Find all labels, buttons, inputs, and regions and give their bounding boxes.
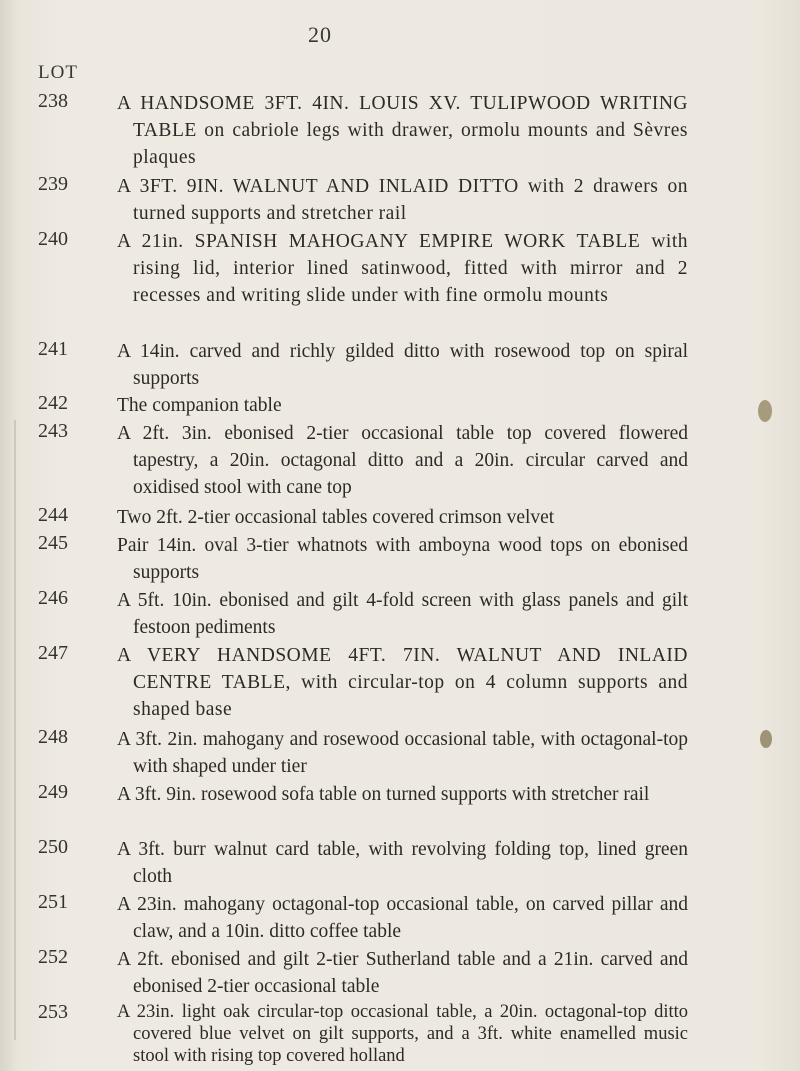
lot-description: Pair 14in. oval 3-tier whatnots with amboyna wood tops on ebonised supports: [117, 535, 688, 583]
lot-number: 238: [38, 90, 68, 112]
page-number: 20: [308, 22, 332, 47]
lot-description: A 3ft. burr walnut card table, with revolving folding top, lined green cloth: [117, 839, 688, 887]
paper-stain: [760, 730, 772, 748]
lot-number: 249: [38, 781, 68, 803]
binding-edge: [14, 420, 16, 1040]
lot-number: 252: [38, 946, 68, 968]
lot-description: A 3ft. 9in. rosewood sofa table on turned supports with stretcher rail: [117, 784, 650, 805]
lot-number: 248: [38, 726, 68, 748]
lot-number: 250: [38, 836, 68, 858]
lot-number: 247: [38, 642, 68, 664]
lot-number: 239: [38, 173, 68, 195]
lot-number: 253: [38, 1001, 68, 1023]
lot-description: A 23in. mahogany octagonal-top occasional table, on carved pillar and claw, and a 10in. ditto coffee table: [117, 894, 688, 942]
lot-description: A 2ft. ebonised and gilt 2-tier Sutherland table and a 21in. carved and ebonised 2-tier occasional table: [117, 949, 688, 997]
lot-number: 241: [38, 338, 68, 360]
lot-number: 244: [38, 504, 68, 526]
lot-number: 242: [38, 392, 68, 414]
lot-description: Two 2ft. 2-tier occasional tables covered crimson velvet: [117, 507, 555, 528]
lot-description: A 5ft. 10in. ebonised and gilt 4-fold screen with glass panels and gilt festoon pediments: [117, 590, 688, 638]
lot-number: 251: [38, 891, 68, 913]
lot-column-header: LOT: [38, 62, 78, 83]
lot-description: A 2ft. 3in. ebonised 2-tier occasional table top covered flowered tapestry, a 20in. octagonal ditto and a 20in. circular carved and oxidised stool with cane top: [117, 423, 688, 498]
lot-number: 245: [38, 532, 68, 554]
paper-stain: [758, 400, 772, 422]
lot-description: A 14in. carved and richly gilded ditto with rosewood top on spiral supports: [117, 341, 688, 389]
lot-description: A 21in. SPANISH MAHOGANY EMPIRE WORK TABLE with rising lid, interior lined satinwood, fitted with mirror and 2 recesses and writing slide under with fine ormolu mounts: [117, 231, 688, 306]
lot-description: A 3FT. 9IN. WALNUT AND INLAID DITTO with 2 drawers on turned supports and stretcher rail: [117, 176, 688, 224]
lot-number: 246: [38, 587, 68, 609]
lot-number: 240: [38, 228, 68, 250]
lot-number: 243: [38, 420, 68, 442]
lot-description: A HANDSOME 3FT. 4IN. LOUIS XV. TULIPWOOD WRITING TABLE on cabriole legs with drawer, ormolu mounts and Sèvres plaques: [117, 93, 688, 168]
lot-description: A VERY HANDSOME 4FT. 7IN. WALNUT AND INLAID CENTRE TABLE, with circular-top on 4 column supports and shaped base: [117, 645, 688, 720]
lot-description: A 23in. light oak circular-top occasional table, a 20in. octagonal-top ditto covered blue velvet on gilt supports, and a 3ft. white enamelled music stool with rising top covered holland: [117, 1002, 688, 1066]
lot-description: The companion table: [117, 395, 282, 416]
lot-description: A 3ft. 2in. mahogany and rosewood occasional table, with octagonal-top with shaped under tier: [117, 729, 688, 777]
